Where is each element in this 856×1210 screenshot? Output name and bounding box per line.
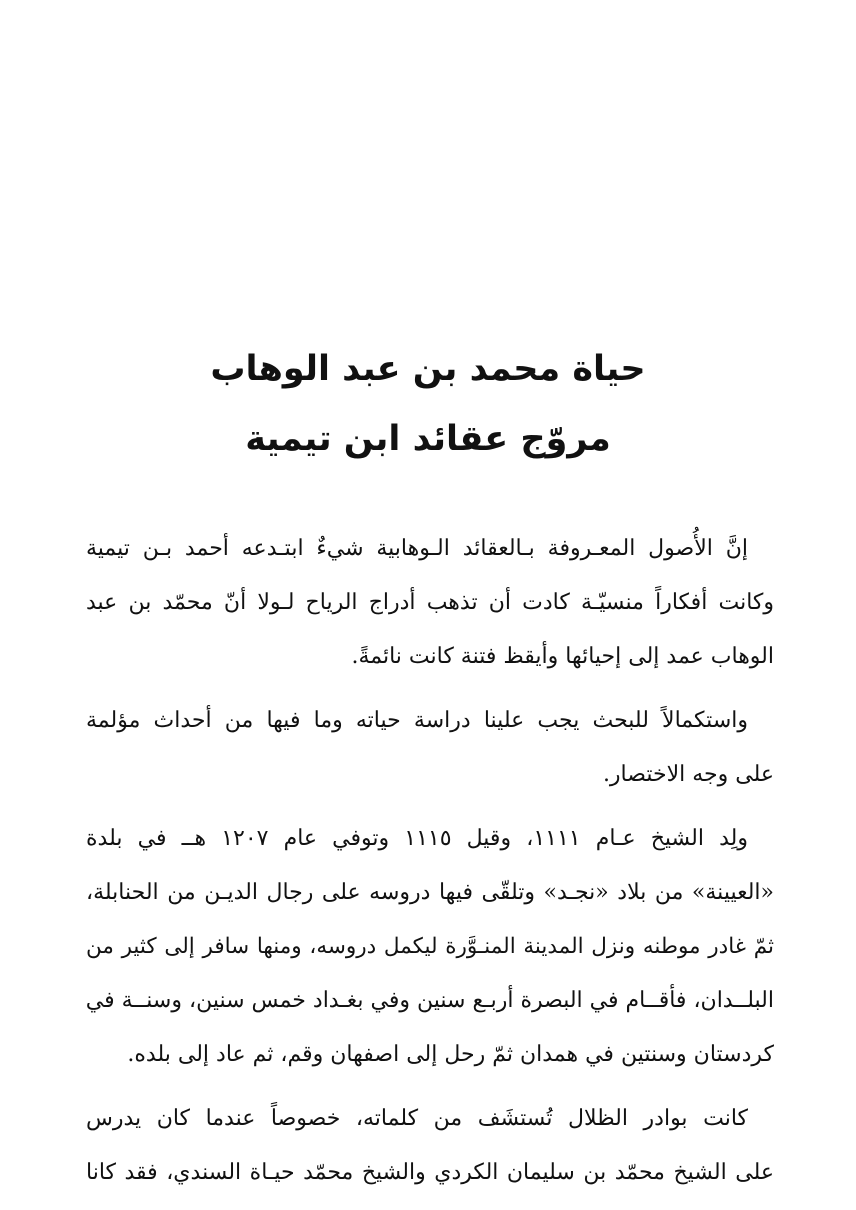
text-line: واستكمالاً للبحث يجب علينا دراسة حياته وما فيها من أحداث مؤلمة <box>86 708 748 733</box>
paragraph <box>86 522 774 684</box>
text-line: كردستان وسنتين في همدان ثمّ رحل إلى اصفهان وقم، ثم عاد إلى بلده. <box>127 1042 774 1067</box>
text-line: على وجه الاختصار. <box>602 762 774 787</box>
chapter-title: حياة محمد بن عبد الوهاب <box>210 349 646 389</box>
chapter-subtitle: مروّج عقائد ابن تيمية <box>245 419 611 459</box>
text-line: الوهاب عمد إلى إحيائها وأيقظ فتنة كانت نائمةً. <box>351 644 774 669</box>
text-line: ثمّ غادر موطنه ونزل المدينة المنـوَّرة ليكمل دروسه، ومنها سافر إلى كثير من <box>86 934 774 959</box>
paragraph <box>86 694 774 802</box>
text-line: وكانت أفكاراً منسيّـة كادت أن تذهب أدراج الرياح لـولا أنّ محمّد بن عبد <box>86 590 774 615</box>
text-line: البلــدان، فأقــام في البصرة أربـع سنين وفي بغـداد خمس سنين، وسنــة في <box>86 988 774 1013</box>
text-line: إنَّ الأُصول المعـروفة بـالعقائد الـوهابية شيءٌ ابتـدعه أحمد بـن تيمية <box>86 536 748 561</box>
paragraph <box>86 1092 774 1200</box>
body-text <box>86 522 774 1210</box>
text-line: كانت بوادر الظلال تُستشَف من كلماته، خصوصاً عندما كان يدرس <box>86 1106 748 1131</box>
text-line: «العيينة» من بلاد «نجـد» وتلقّى فيها دروسه على رجال الديـن من الحنابلة، <box>86 880 774 905</box>
text-line: ولِد الشيخ عـام ١١١١، وقيل ١١١٥ وتوفي عام ١٢٠٧ هــ في بلدة <box>86 826 748 851</box>
paragraph <box>86 812 774 1082</box>
text-line: على الشيخ محمّد بن سليمان الكردي والشيخ محمّد حيـاة السندي، فقد كانا <box>86 1160 774 1185</box>
